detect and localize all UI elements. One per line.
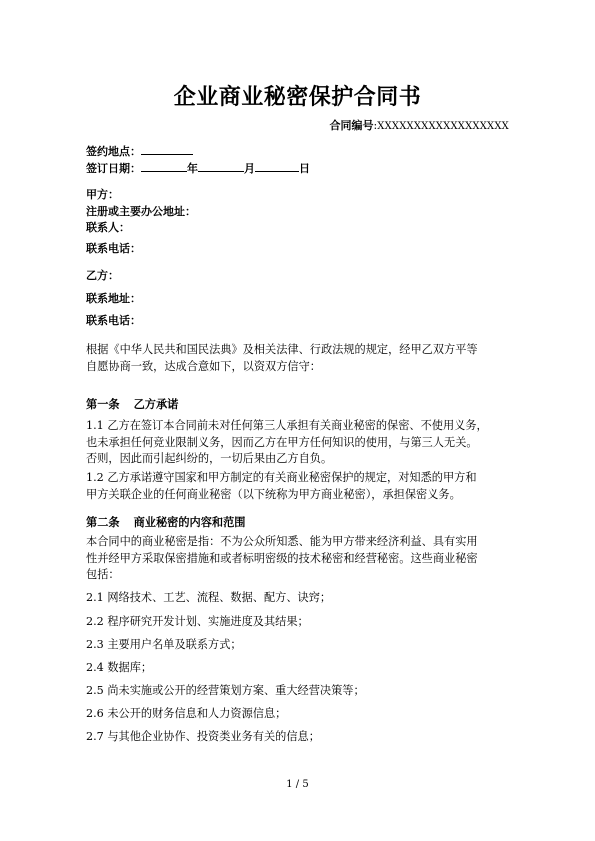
sign-place-label: 签约地点：: [86, 145, 141, 158]
article-1-paragraph-1: [86, 418, 514, 468]
paragraph-line: 本合同中的商业秘密是指：不为公众所知悉、能为甲方带来经济利益、具有实用: [86, 535, 478, 548]
sign-date-field: [86, 160, 310, 176]
sign-place-blank[interactable]: [141, 144, 193, 155]
article-2-number: 第二条: [86, 516, 120, 529]
article-1-heading: [86, 396, 178, 412]
paragraph-line: 1.1 乙方在签订本合同前未对任何第三人承担有关商业秘密的保密、不使用义务，: [86, 419, 488, 432]
party-b-phone-label: 联系电话：: [86, 314, 141, 327]
article-1-paragraph-2: [86, 470, 514, 503]
article-2-title: 商业秘密的内容和范围: [133, 516, 246, 529]
sign-day-unit: 日: [299, 162, 310, 175]
page-number: 1 / 5: [286, 779, 309, 790]
article-2-item: 2.7 与其他企业协作、投资类业务有关的信息；: [86, 730, 320, 743]
sign-month-unit: 月: [244, 162, 255, 175]
party-a-name-label: 甲方：: [86, 188, 119, 201]
paragraph-line: 性并经甲方采取保密措施和或者标明密级的技术秘密和经营秘密。这些商业秘密: [86, 551, 478, 565]
article-2-heading: [86, 514, 245, 530]
article-1-title: 乙方承诺: [133, 398, 179, 411]
article-2-item: 2.6 未公开的财务信息和人力资源信息；: [86, 707, 287, 720]
paragraph-line: 甲方关联企业的任何商业秘密（以下统称为甲方商业秘密），承担保密义务。: [86, 487, 461, 501]
contract-number-sep: :: [373, 119, 378, 132]
party-b-name-label: 乙方：: [86, 269, 119, 282]
paragraph-line: 包括：: [86, 568, 120, 581]
sign-day-blank[interactable]: [255, 161, 299, 172]
contract-number: [330, 117, 509, 133]
party-a-contact-label: 联系人：: [86, 221, 130, 234]
paragraph-line: 也未承担任何竞业限制义务，因而乙方在甲方任何知识的使用，与第三人无关。: [86, 435, 478, 449]
sign-date-label: 签订日期：: [86, 162, 141, 175]
party-b-address-label: 联系地址：: [86, 292, 141, 305]
sign-year-unit: 年: [187, 162, 198, 175]
intro-line: 自愿协商一致，达成合意如下，以资双方信守：: [86, 359, 321, 373]
article-2-item: 2.2 程序研究开发计划、实施进度及其结果；: [86, 615, 309, 628]
article-2-item: 2.1 网络技术、工艺、流程、数据、配方、诀窍；: [86, 591, 332, 604]
intro-paragraph: [86, 342, 514, 375]
paragraph-line: 否则，因此而引起纠纷的，一切后果由乙方自负。: [86, 452, 333, 465]
article-2-intro: [86, 534, 514, 584]
article-1-number: 第一条: [86, 398, 120, 411]
sign-month-blank[interactable]: [198, 161, 244, 172]
page-title: 企业商业秘密保护合同书: [173, 85, 422, 110]
article-2-item: 2.4 数据库；: [86, 661, 153, 674]
article-2-item: 2.3 主要用户名单及联系方式；: [86, 638, 242, 651]
party-a-phone-label: 联系电话：: [86, 242, 141, 255]
contract-number-value: XXXXXXXXXXXXXXXXXX: [377, 121, 509, 132]
sign-place-field: [86, 143, 193, 159]
party-a-address-label: 注册或主要办公地址：: [86, 205, 196, 218]
intro-line: 根据《中华人民共和国民法典》及相关法律、行政法规的规定，经甲乙双方平等: [86, 343, 478, 356]
sign-year-blank[interactable]: [141, 161, 187, 172]
paragraph-line: 1.2 乙方承诺遵守国家和甲方制定的有关商业秘密保护的规定，对知悉的甲方和: [86, 471, 477, 484]
article-2-item: 2.5 尚未实施或公开的经营策划方案、重大经营决策等；: [86, 684, 365, 697]
contract-number-label: 合同编号: [329, 119, 374, 132]
